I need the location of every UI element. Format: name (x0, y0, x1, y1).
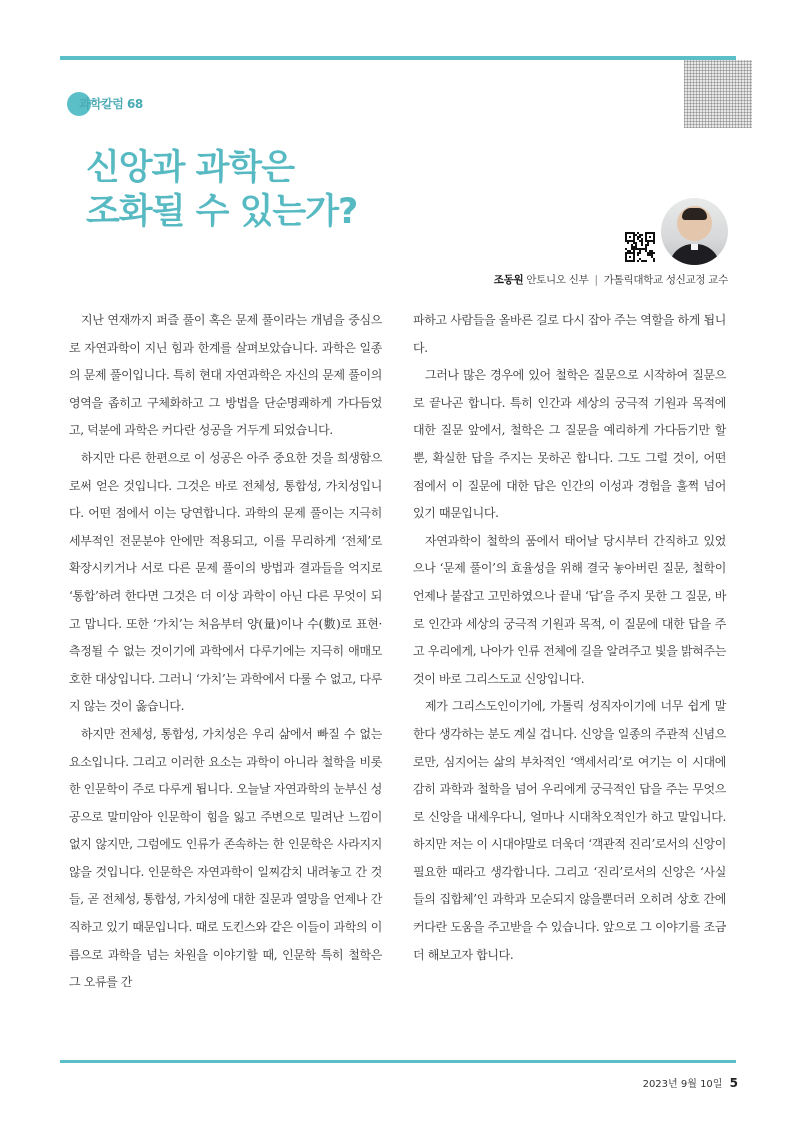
author-role: 안토니오 신부 (526, 274, 589, 286)
body-column-left (69, 307, 382, 997)
column-label: 과학칼럼 68 (79, 97, 143, 111)
author-photo (661, 198, 728, 265)
top-rule (60, 56, 736, 60)
paragraph: 하지만 다른 한편으로 이 성공은 아주 중요한 것을 희생함으로써 얻은 것입니다. 그것은 바로 전체성, 통합성, 가치성입니다. 어떤 점에서 이는 당연합니다. 과학의 문제 풀이는 지극히 세부적인 전문분야 안에만 적용되고, 이를 무리하게 ‘전체’로 확장시키거나 서로 다른 문제 풀이의 방법과 결과들을 억지로 ‘통합’하려 한다면 그것은 더 이상 과학이 아닌 다른 무엇이 되고 맙니다. 또한 ‘가치’는 처음부터 양(量)이나 수(數)로 표현·측정될 수 없는 것이기에 과학에서 다루기에는 지극히 애매모호한 대상입니다. 그러니 ‘가치’는 과학에서 다룰 수 없고, 다루지 않는 것이 옳습니다. (69, 450, 382, 714)
title-line-1: 신앙과 과학은 (86, 148, 295, 188)
paragraph: 파하고 사람들을 올바른 길로 다시 잡아 주는 역할을 하게 됩니다. (413, 313, 726, 355)
body-column-right (413, 307, 726, 969)
paragraph: 자연과학이 철학의 품에서 태어날 당시부터 간직하고 있었으나 ‘문제 풀이’의 효율성을 위해 결국 놓아버린 질문, 철학이 언제나 붙잡고 고민하였으나 끝내 ‘답’을 주지 못한 그 질문, 바로 인간과 세상의 궁극적 기원과 목적, 이 질문에 대한 답을 주고 우리에게, 나아가 인류 전체에 길을 알려주고 빛을 밝혀주는 것이 바로 그리스도교 신앙입니다. (413, 533, 726, 686)
paragraph: 그러나 많은 경우에 있어 철학은 질문으로 시작하여 질문으로 끝나곤 합니다. 특히 인간과 세상의 궁극적 기원과 목적에 대한 질문 앞에서, 철학은 그 질문을 예리하게 가다듬기만 할 뿐, 확실한 답을 주지는 못하곤 합니다. 그도 그럴 것이, 어떤 점에서 이 질문에 대한 답은 인간의 이성과 경험을 훌쩍 넘어 있기 때문입니다. (413, 368, 726, 521)
author-name: 조동원 (493, 274, 524, 286)
author-byline (494, 272, 728, 287)
article-title (86, 146, 357, 234)
paragraph: 하지만 전체성, 통합성, 가치성은 우리 삶에서 빠질 수 없는 요소입니다. 그리고 이러한 요소는 과학이 아니라 철학을 비롯한 인문학이 주로 다루게 됩니다. 오늘날 자연과학의 눈부신 성공으로 말미암아 인문학이 힘을 잃고 주변으로 밀려난 느낌이 없지 않지만, 그럼에도 인류가 존속하는 한 인문학은 사라지지 않을 것입니다. 인문학은 자연과학이 일찌감치 내려놓고 간 것들, 곧 전체성, 통합성, 가치성에 대한 질문과 열망을 언제나 간직하고 있기 때문입니다. 때로 도킨스와 같은 이들이 과학의 이름으로 과학을 넘는 차원을 이야기할 때, 인문학 특히 철학은 그 오류를 간 (69, 726, 382, 990)
qr-code-icon[interactable] (625, 232, 655, 262)
byline-separator: | (594, 274, 598, 286)
page-number: 5 (729, 1076, 738, 1090)
paragraph: 지난 연재까지 퍼즐 풀이 혹은 문제 풀이라는 개념을 중심으로 자연과학이 지닌 힘과 한계를 살펴보았습니다. 과학은 일종의 문제 풀이입니다. 특히 현대 자연과학은 자신의 문제 풀이의 영역을 좁히고 구체화하고 그 방법을 단순명쾌하게 가다듬었고, 덕분에 과학은 커다란 성공을 거두게 되었습니다. (69, 313, 382, 438)
page-footer (643, 1075, 738, 1090)
author-affiliation: 가톨릭대학교 성신교정 교수 (603, 274, 728, 286)
bottom-rule (60, 1060, 736, 1063)
column-badge (67, 91, 143, 117)
paragraph: 제가 그리스도인이기에, 가톨릭 성직자이기에 너무 쉽게 말한다 생각하는 분도 계실 겁니다. 신앙을 일종의 주관적 신념으로만, 심지어는 삶의 부차적인 ‘액세서리’로 여기는 이 시대에 감히 과학과 철학을 넘어 우리에게 궁극적인 답을 주는 무엇으로 신앙을 내세우다니, 얼마나 시대착오적인가 하고 말입니다. 하지만 저는 이 시대야말로 더욱더 ‘객관적 진리’로서의 신앙이 필요한 때라고 생각합니다. 그리고 ‘진리’로서의 신앙은 ‘사실들의 집합체’인 과학과 모순되지 않을뿐더러 오히려 상호 간에 커다란 도움을 주고받을 수 있습니다. 앞으로 그 이야기를 조금 더 해보고자 합니다. (413, 699, 726, 962)
title-line-2: 조화될 수 있는가? (86, 192, 358, 232)
corner-pattern-decoration (684, 60, 752, 128)
issue-date: 2023년 9월 10일 (642, 1079, 723, 1090)
